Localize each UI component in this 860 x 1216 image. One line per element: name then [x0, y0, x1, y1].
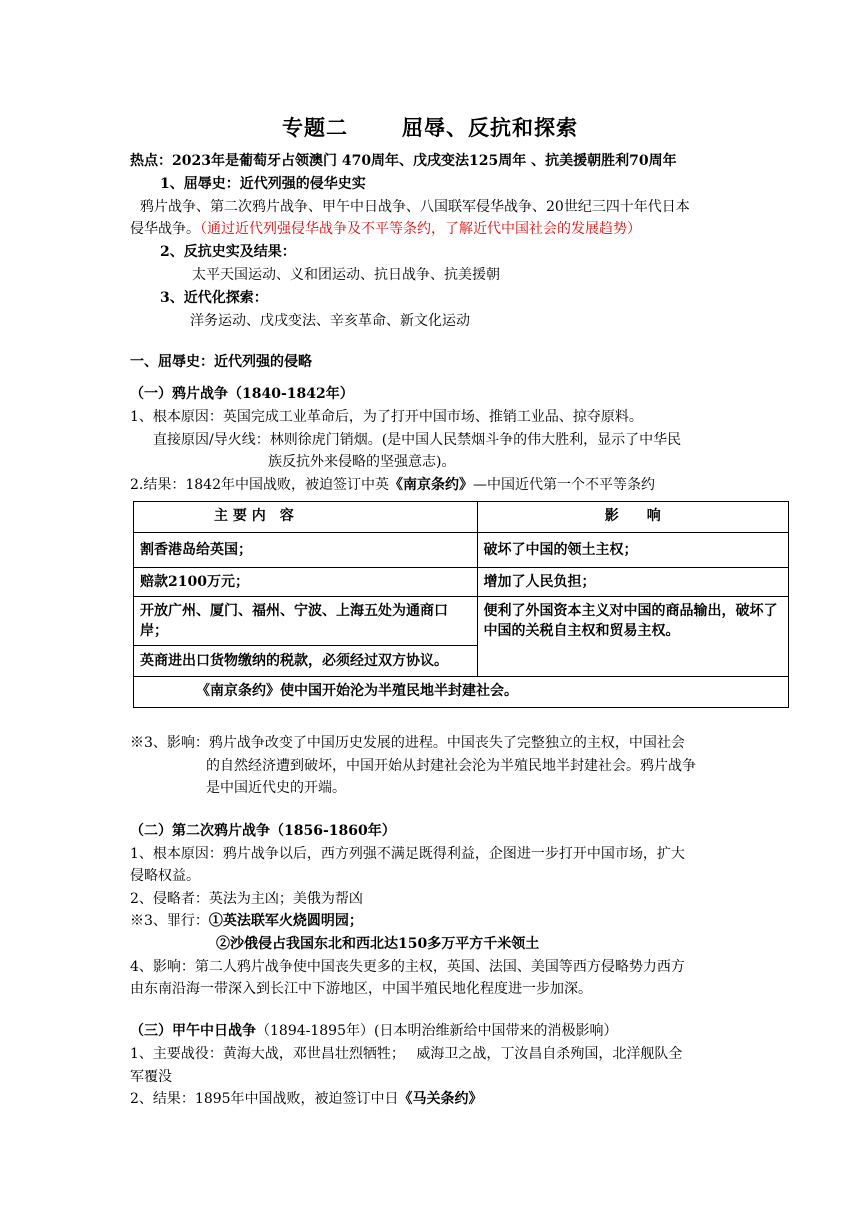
war3-heading-rest: （1894-1895年）(日本明治维新给中国带来的消极影响） — [256, 1023, 618, 1039]
war2-crime-2: ②沙俄侵占我国东北和西北达150多万平方千米领土 — [216, 936, 540, 952]
war1-result-post: —中国近代第一个不平等条约 — [473, 477, 655, 493]
war2-cause-1: 1、根本原因：鸦片战争以后，西方列强不满足既得利益，企图进一步打开中国市场，扩大 — [130, 846, 685, 862]
war1-result-pre: 2.结果：1842年中国战败，被迫签订中英 — [130, 477, 389, 493]
outline-heading-3: 3、近代化探索： — [160, 290, 268, 306]
table-row — [134, 533, 789, 568]
war2-cause-2: 侵略权益。 — [130, 868, 200, 884]
war2-crimes — [130, 911, 363, 931]
war2-crimes-label: ※3、罪行： — [130, 913, 209, 929]
table-cell-impact: 破坏了中国的领土主权； — [477, 533, 788, 568]
table-footer-row — [134, 677, 789, 708]
outline-text-1b — [130, 219, 641, 239]
outline-text-2: 太平天国运动、义和团运动、抗日战争、抗美援朝 — [192, 267, 500, 283]
table-cell-impact: 便利了外国资本主义对中国的商品输出，破坏了中国的关税自主权和贸易主权。 — [477, 597, 788, 677]
war1-result — [130, 475, 655, 495]
war1-heading: （一）鸦片战争（1840-1842年） — [130, 386, 354, 402]
war2-impact-2: 由东南沿海一带深入到长江中下游地区，中国半殖民地化程度进一步加深。 — [130, 981, 592, 997]
outline-text-1b-main: 侵华战争。 — [130, 221, 200, 237]
table-cell-impact: 增加了人民负担； — [477, 568, 788, 597]
section1-heading: 一、屈辱史：近代列强的侵略 — [130, 354, 312, 370]
war1-direct-cause-2: 族反抗外来侵略的坚强意志)。 — [268, 454, 456, 470]
table-header-content: 主 要 内 容 — [134, 502, 478, 533]
table-cell-content: 开放广州、厦门、福州、宁波、上海五处为通商口岸； — [134, 597, 478, 646]
war3-result-pre: 2、结果：1895年中国战败，被迫签订中日 — [130, 1091, 399, 1107]
table-row — [134, 597, 789, 646]
outline-heading-2: 2、反抗史实及结果： — [160, 244, 296, 260]
table-cell-content: 赔款2100万元； — [134, 568, 478, 597]
war1-result-treaty: 《南京条约》 — [389, 477, 473, 493]
war1-impact-1: ※3、影响：鸦片战争改变了中国历史发展的进程。中国丧失了完整独立的主权，中国社会 — [130, 735, 685, 751]
table-row — [134, 568, 789, 597]
table-cell-content: 英商进出口货物缴纳的税款，必须经过双方协议。 — [134, 646, 478, 677]
war3-heading — [130, 1021, 617, 1041]
outline-text-1b-note: （通过近代列强侵华战争及不平等条约，了解近代中国社会的发展趋势） — [200, 221, 641, 237]
war3-result-treaty: 《马关条约》 — [398, 1091, 483, 1107]
war1-direct-cause-1: 直接原因/导火线：林则徐虎门销烟。(是中国人民禁烟斗争的伟大胜利，显示了中华民 — [153, 432, 682, 448]
war1-impact-2: 的自然经济遭到破坏，中国开始从封建社会沦为半殖民地半封建社会。鸦片战争 — [206, 758, 696, 774]
nanjing-treaty-table — [133, 501, 789, 708]
war3-battles-1: 1、主要战役：黄海大战，邓世昌壮烈牺牲； 威海卫之战，丁汝昌自杀殉国，北洋舰队全 — [130, 1046, 683, 1062]
outline-text-3: 洋务运动、戊戌变法、辛亥革命、新文化运动 — [190, 313, 470, 329]
page-title — [0, 112, 860, 142]
war3-heading-bold: （三）甲午中日战争 — [130, 1023, 256, 1039]
war2-impact-1: 4、影响：第二人鸦片战争使中国丧失更多的主权，英国、法国、美国等西方侵略势力西方 — [130, 959, 685, 975]
table-header-impact: 影 响 — [477, 502, 788, 533]
hot-topics: 热点：2023年是葡萄牙占领澳门 470周年、戊戌变法125周年 、抗美援朝胜利70周年 — [130, 153, 677, 169]
war2-aggressors: 2、侵略者：英法为主凶；美俄为帮凶 — [130, 891, 363, 907]
war1-cause: 1、根本原因：英国完成工业革命后，为了打开中国市场、推销工业品、掠夺原料。 — [130, 409, 643, 425]
outline-text-1a: 鸦片战争、第二次鸦片战争、甲午中日战争、八国联军侵华战争、20世纪三四十年代日本 — [140, 199, 690, 215]
table-cell-content: 割香港岛给英国； — [134, 533, 478, 568]
title-part2: 屈辱、反抗和探索 — [402, 115, 578, 140]
table-header-row — [134, 502, 789, 533]
war1-impact-3: 是中国近代史的开端。 — [206, 780, 346, 796]
title-part1: 专题二 — [282, 115, 348, 140]
war2-heading: （二）第二次鸦片战争（1856-1860年） — [130, 823, 396, 839]
war3-result — [130, 1089, 483, 1109]
war2-crime-1: ①英法联军火烧圆明园； — [208, 913, 363, 929]
war3-battles-2: 军覆没 — [130, 1069, 172, 1085]
outline-heading-1: 1、屈辱史：近代列强的侵华史实 — [160, 176, 366, 192]
table-footer: 《南京条约》使中国开始沦为半殖民地半封建社会。 — [134, 677, 789, 708]
